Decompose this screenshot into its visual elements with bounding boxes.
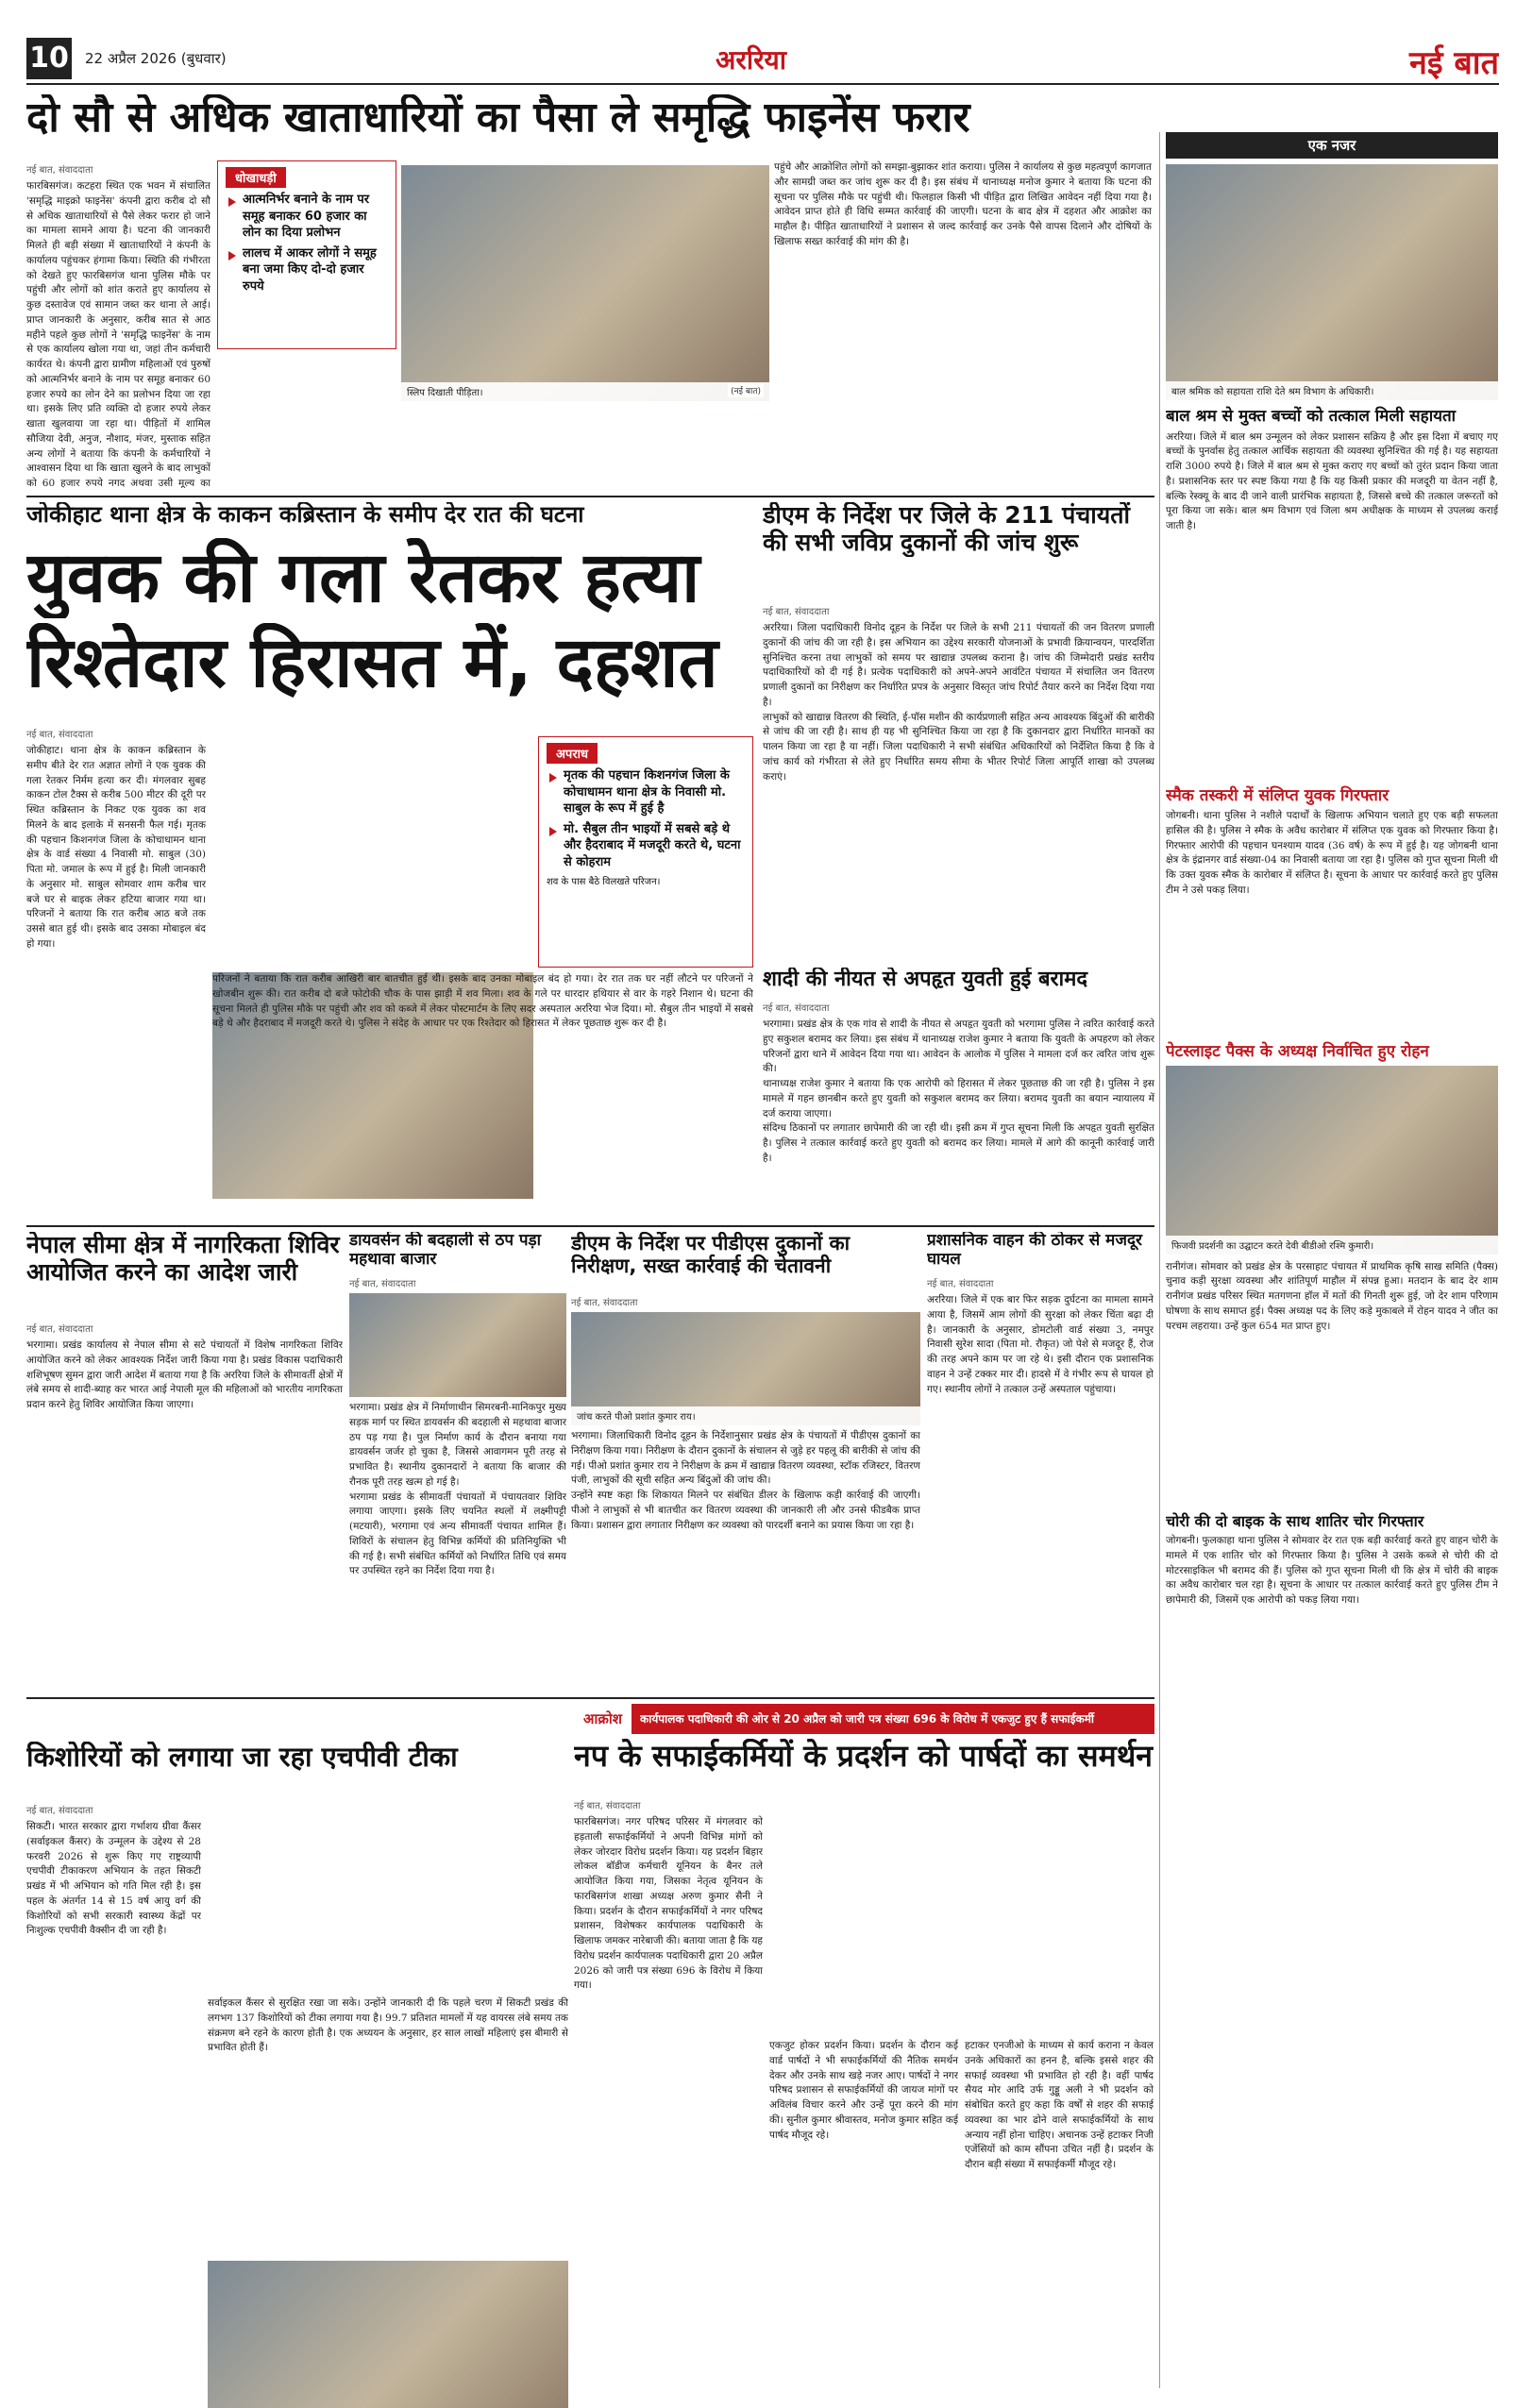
story4-body-2: थानाध्यक्ष राजेश कुमार ने बताया कि एक आरोपी को हिरासत में लेकर पूछताछ की जा रही है। पुलिस ने इस मामले में गहन छानबीन करते हुए युवती को सकुशल बरामद कर लिया। बरामद युवती का बयान न्यायालय में दर्ज कराया जाएगा। xyxy=(763,1078,1154,1120)
story1-body: फारबिसगंज। कटहरा स्थित एक भवन में संचालित 'समृद्धि माइक्रो फाइनेंस' कंपनी द्वारा करीब दो सौ से अधिक खाताधारियों से पैसे लेकर फरार हो जाने का मामला सामने आया है। घटना की जानकारी मिलते ही बड़ी संख्या में खाताधारियों ने कंपनी के कार्यालय पहुंचकर हंगामा किया। स्थिति की गंभीरता को देखते हुए फारबिसगंज थाना पुलिस मौके पर पहुंची और लोगों को शांत कराते हुए कार्यालय से कुछ दस्तावेज एवं सामान जब्त कर थाना ले आई। प्राप्त जानकारी के अनुसार, करीब सात से आठ महीने पहले कुछ लोगों ने 'समृद्धि फाइनेंस' के नाम से एक कार्यालय खोला गया था, जहां तीन कर्मचारी कार्यरत थे। कंपनी द्वारा ग्रामीण महिलाओं एवं पुरुषों को आत्मनिर्भर बनाने के नाम पर समूह बनाकर 60 हजार रुपये का लोन देने का प्रलोभन दिया जा रहा था। इसके लिए प्रति व्यक्ति दो हजार रुपये लेकर खाता खुलवाया जा रहा था। पीड़ितों में शामिल सौजिया देवी, अनुज, नौशाद, मंजर, मुस्ताक सहित अन्य लोगों ने बताया कि कंपनी के कर्मचारियों ने आश्वासन दिया था कि खाता खुलने के बाद लाभुकों को 60 हजार रुपये नगद अथवा उसी मूल्य का xyxy=(26,180,211,488)
story8-byline: नई बात, संवाददाता xyxy=(927,1279,994,1289)
story1-body-continued: पहुंचे और आक्रोशित लोगों को समझा-बुझाकर शांत कराया। पुलिस ने कार्यालय से कुछ महत्वपूर्ण कागजात और सामग्री जब्त कर जांच शुरू कर दी है। इस संबंध में थानाध्यक्ष मनोज कुमार ने बताया कि घटना की सूचना पर पुलिस मौके पर पहुंची थी। फिलहाल किसी भी पीड़ित द्वारा लिखित आवेदन नहीं दिया गया है। आवेदन प्राप्त होते ही विधि सम्मत कार्रवाई की जाएगी। घटना के बाद क्षेत्र में दहशत और आक्रोश का माहौल है। पीड़ित खाताधारियों ने प्रशासन से जल्द कार्रवाई कर उनके पैसे वापस दिलाने और दोषियों के खिलाफ सख्त कार्रवाई की मांग की है। xyxy=(774,161,1152,247)
story2-col-rest xyxy=(212,972,753,1218)
story2-headline-1: युवक की गला रेतकर हत्या xyxy=(26,538,700,618)
story7-photo-caption: जांच करते पीओ प्रशांत कुमार राय। xyxy=(571,1406,920,1425)
story7-body-continued: उन्होंने स्पष्ट कहा कि शिकायत मिलने पर संबंधित डीलर के खिलाफ कड़ी कार्रवाई की जाएगी। पीओ ने लाभुकों से भी बातचीत कर वितरण व्यवस्था की जानकारी ली और उनसे फीडबैक प्राप्त किया। प्रशासन द्वारा लगातार निरीक्षण कर व्यवस्था को पारदर्शी बनाने का प्रयास किया जा रहा है। xyxy=(571,1490,920,1531)
story6-body-block xyxy=(349,1276,566,1692)
story10-col2 xyxy=(769,2039,958,2383)
story3-body-block xyxy=(763,604,1154,963)
story10-kicker-bar xyxy=(574,1704,1154,1734)
story1-headline: दो सौ से अधिक खाताधारियों का पैसा ले समृद्धि फाइनेंस फरार xyxy=(26,94,970,142)
story1-byline: नई बात, संवाददाता xyxy=(26,165,93,176)
story1-photo-caption: स्लिप दिखाती पीड़िता। xyxy=(401,382,769,401)
story6-byline: नई बात, संवाददाता xyxy=(349,1279,416,1289)
divider xyxy=(26,496,1154,497)
story10-body-continued: एकजुट होकर प्रदर्शन किया। प्रदर्शन के दौरान कई वार्ड पार्षदों ने भी सफाईकर्मियों की नैतिक समर्थन देकर और उनके साथ खड़े नजर आए। पार्षदों ने नगर परिषद प्रशासन से सफाईकर्मियों की जायज मांगों पर अविलंब विचार करने और उन्हें पूरा करने की मांग की। सुनील कुमार श्रीवास्तव, मनोज कुमार सहित कई पार्षद मौजूद रहे। xyxy=(769,2040,958,2141)
story10-tag: आक्रोश xyxy=(574,1704,632,1734)
story2-sidebar-tag: अपराध xyxy=(547,743,598,764)
story5-body: भरगामा। प्रखंड कार्यालय से नेपाल सीमा से सटे पंचायतों में विशेष नागरिकता शिविर आयोजित करने को लेकर आवश्यक निर्देश जारी किया गया है। प्रखंड विकास पदाधिकारी शशिभूषण सुमन द्वारा जारी आदेश में बताया गया है कि अररिया जिले के सीमावर्ती क्षेत्रों में लंबे समय से शादी-ब्याह कर भारत आई नेपाली मूल की महिलाओं को भारतीय नागरिकता प्रदान करने हेतु शिविर आयोजित किया जाएगा। xyxy=(26,1339,343,1410)
story9-col-rest xyxy=(208,1996,568,2379)
story1-sidebar-tag: धोखाधड़ी xyxy=(226,167,286,188)
story7-body: भरगामा। जिलाधिकारी विनोद दूहन के निर्देशानुसार प्रखंड क्षेत्र के पंचायतों में पीडीएस दुकानों का निरीक्षण किया गया। निरीक्षण के दौरान दुकानों के संचालन से जुड़े हर पहलू की बारीकी से जांच की गई। पीओ प्रशांत कुमार राय ने निरीक्षण के क्रम में खाद्यान्न वितरण व्यवस्था, स्टॉक रजिस्टर, वितरण पंजी, लाभुकों की सूची सहित अन्य बिंदुओं की जांच की। xyxy=(571,1430,920,1487)
ek-nazar-text-2: जोगबनी। थाना पुलिस ने नशीले पदार्थों के खिलाफ अभियान चलाते हुए एक बड़ी सफलता हासिल की है। पुलिस ने स्मैक के अवैध कारोबार में संलिप्त एक युवक को गिरफ्तार किया है। गिरफ्तार आरोपी की पहचान घनश्याम यादव (36 वर्ष) के रूप में हुई है। यह जोगबनी थाना क्षेत्र के इंद्रानगर वार्ड संख्या-04 का निवासी बताया जा रहा है। पुलिस को गुप्त सूचना मिली थी कि उक्त युवक स्मैक के कारोबार में संलिप्त है। सूचना के आधार पर कार्रवाई करते हुए पुलिस टीम ने उसे पकड़ लिया। xyxy=(1166,810,1498,896)
story1-col1 xyxy=(26,162,211,488)
story7-headline: डीएम के निर्देश पर पीडीएस दुकानों का निरीक्षण, सख्त कार्रवाई की चेतावनी xyxy=(571,1232,851,1278)
story2-col1 xyxy=(26,727,206,1218)
story9-body-continued: सर्वाइकल कैंसर से सुरक्षित रखा जा सके। उन्होंने जानकारी दी कि पहले चरण में सिकटी प्रखंड की लगभग 137 किशोरियों को टीका लगाया गया है। 99.7 प्रतिशत मामलों में यह वायरस लंबे समय तक संक्रमण बने रहने के कारण होती है। एक अध्ययन के अनुसार, हर साल लाखों महिलाएं इस बीमारी से प्रभावित होती हैं। xyxy=(208,1997,568,2054)
ek-nazar-text-4: जोगबनी। फुलकाहा थाना पुलिस ने सोमवार देर रात एक बड़ी कार्रवाई करते हुए वाहन चोरी के मामले में एक शातिर चोर को गिरफ्तार किया है। पुलिस ने उसके कब्जे से चोरी की दो मोटरसाइकिल भी बरामद की हैं। पुलिस को गुप्त सूचना मिली थी कि क्षेत्र में चोरी की बाइक का अवैध कारोबार चल रहा है। सूचना के आधार पर तत्काल कार्रवाई करते हुए पुलिस टीम ने छापेमारी की, जिसमें एक आरोपी को पकड़ लिया गया। xyxy=(1166,1535,1498,1607)
story2-body: जोकीहाट। थाना क्षेत्र के काकन कब्रिस्तान के समीप बीते देर रात अज्ञात लोगों ने एक युवक की गला रेतकर निर्मम हत्या कर दी। मंगलवार सुबह काकन टोल टैक्स से करीब 500 मीटर की दूरी पर स्थित कब्रिस्तान के निकट एक युवक का शव मिलने के बाद इलाके में सनसनी फैल गई। मृतक की पहचान किशनगंज जिला के कोचाधामन थाना क्षेत्र के वार्ड संख्या 4 निवासी मो. साबुल (30) पिता मो. जमाल के रूप में हुई है। मिली जानकारी के अनुसार मो. साबुल सोमवार शाम करीब चार बजे घर से बाइक लेकर हटिया बाजार गया था। परिजनों ने बताया कि रात करीब आठ बजे तक उससे बात हुई थी। इसके बाद उसका मोबाइल बंद हो गया। xyxy=(26,745,206,950)
page-header xyxy=(26,38,1499,85)
story2-headline-2: रिश्तेदार हिरासत में, दहशत xyxy=(26,623,718,703)
story7-photo xyxy=(571,1312,920,1425)
story9-byline: नई बात, संवाददाता xyxy=(26,1806,93,1816)
divider xyxy=(26,1697,1154,1699)
story6-photo xyxy=(349,1293,566,1397)
story9-col1 xyxy=(26,1803,201,2379)
story6-body: भरगामा। प्रखंड क्षेत्र में निर्माणाधीन सिमरबनी-मानिकपुर मुख्य सड़क मार्ग पर स्थित डायवर्सन की बदहाली से महथावा बाजार ठप पड़ गया है। पुल निर्माण कार्य के दौरान बनाया गया डायवर्सन जर्जर हो चुका है, जिससे आवागमन पूरी तरह से प्रभावित है। स्थानीय दुकानदारों ने बताया कि बाजार की रौनक पूरी तरह खत्म हो गई है। xyxy=(349,1402,566,1488)
story2-point-1: मृतक की पहचान किशनगंज जिला के कोचाधामन थाना क्षेत्र के निवासी मो. साबुल के रूप में हुई है xyxy=(547,767,745,817)
ek-nazar-column xyxy=(1166,132,1498,2393)
section-name: अररिया xyxy=(716,44,787,76)
story1-photo-credit: (नई बात) xyxy=(728,383,764,397)
story8-headline: प्रशासनिक वाहन की ठोकर से मजदूर घायल xyxy=(927,1232,1142,1269)
story7-byline: नई बात, संवाददाता xyxy=(571,1298,638,1308)
story8-body-block xyxy=(927,1276,1154,1692)
story5-headline: नेपाल सीमा क्षेत्र में नागरिकता शिविर आयोजित करने का आदेश जारी xyxy=(26,1232,340,1286)
story8-body: अररिया। जिले में एक बार फिर सड़क दुर्घटना का मामला सामने आया है, जिसमें आम लोगों की सुरक्षा को लेकर चिंता बढ़ा दी है। जानकारी के अनुसार, डोमटोली वार्ड संख्या 3, नमपुर निवासी सुरेश सादा (पिता मो. रौकृत) जो पेशे से मजदूर हैं, रोज की तरह अपने काम पर जा रहे थे। इसी दौरान एक प्रशासनिक वाहन ने उन्हें टक्कर मार दी। हादसे में वे गंभीर रूप से घायल हो गए। स्थानीय लोगों ने तत्काल उन्हें अस्पताल पहुंचाया। xyxy=(927,1294,1154,1395)
story1-col-rest xyxy=(774,160,1152,486)
story3-body-continued: लाभुकों को खाद्यान्न वितरण की स्थिति, ई-पॉस मशीन की कार्यप्रणाली सहित अन्य आवश्यक बिंदुओं की बारीकी से जांच की जा रही है। साथ ही यह भी सुनिश्चित किया जा रहा है कि दुकानदार द्वारा निर्धारित मानकों का पालन किया जा रहा है या नहीं। जिला पदाधिकारी ने सभी संबंधित अधिकारियों को निर्देशित किया है कि वे जांच कार्य को गंभीरता से लेते हुए निर्धारित समय सीमा के भीतर रिपोर्ट जिला आपूर्ति शाखा को उपलब्ध कराएं। xyxy=(763,711,1154,783)
story2-kicker: जोकीहाट थाना क्षेत्र के काकन कब्रिस्तान के समीप देर रात की घटना xyxy=(26,502,584,528)
story2-byline: नई बात, संवाददाता xyxy=(26,730,93,740)
issue-date: 22 अप्रैल 2026 (बुधवार) xyxy=(85,50,227,67)
ek-nazar-text-3: रानीगंज। सोमवार को प्रखंड क्षेत्र के परसाहाट पंचायत में प्राथमिक कृषि साख समिति (पैक्स) चुनाव कड़ी सुरक्षा व्यवस्था और शांतिपूर्ण माहौल में संपन्न हुआ। मतदान के बाद देर शाम रानीगंज प्रखंड परिसर स्थित मतगणना हॉल में मतों की गिनती शुरू हुई, जो देर शाम परिणाम घोषणा के साथ समाप्त हुई। पैक्स अध्यक्ष पद के लिए कड़े मुकाबले में रोहन यादव ने जीत का परचम लहराया। उन्हें कुल 654 मत प्राप्त हुए। xyxy=(1166,1260,1498,1332)
story10-body: फारबिसगंज। नगर परिषद परिसर में मंगलवार को हड़ताली सफाईकर्मियों ने अपनी विभिन्न मांगों को लेकर जोरदार विरोध प्रदर्शन किया। यह प्रदर्शन बिहार लोकल बॉडीज कर्मचारी यूनियन के बैनर तले आयोजित किया गया, जिसका नेतृत्व यूनियन के फारबिसगंज शाखा अध्यक्ष अरुण कुमार सैनी ने किया। प्रदर्शन के दौरान सफाईकर्मियों ने नगर परिषद प्रशासन, विशेषकर कार्यपालक पदाधिकारी के खिलाफ जमकर नारेबाजी की। बताया जाता है कि यह विरोध प्रदर्शन कार्यपालक पदाधिकारी द्वारा 20 अप्रैल 2026 को जारी पत्र संख्या 696 के विरोध में किया गया। xyxy=(574,1816,763,1992)
story2-photo-caption: शव के पास बैठे विलखते परिजन। xyxy=(547,877,661,888)
story5-body-continued: भरगामा प्रखंड के सीमावर्ती पंचायतों में पंचायतवार शिविर लगाया जाएगा। इसके लिए चयनित स्थलों में लक्ष्मीपट्टी (मटयारी), भरगामा एवं अन्य सीमावर्ती पंचायत शामिल हैं। शिविरों के संचालन हेतु विभिन्न कर्मियों की प्रतिनियुक्ति भी की गई है। सभी संबंधित कर्मियों को निर्धारित तिथि एवं समय पर उपस्थित रहने का निर्देश दिया गया है। xyxy=(349,1490,566,1577)
ek-nazar-tag: एक नजर xyxy=(1166,132,1498,159)
story1-point-2: लालच में आकर लोगों ने समूह बना जमा किए दो-दो हजार रुपये xyxy=(226,245,388,295)
ek-nazar-headline-4: चोरी की दो बाइक के साथ शातिर चोर गिरफ्तार xyxy=(1166,1511,1424,1530)
story4-headline: शादी की नीयत से अपहृत युवती हुई बरामद xyxy=(763,968,1088,991)
story10-col1 xyxy=(574,1798,763,2383)
ek-nazar-photo-1-caption: बाल श्रमिक को सहायता राशि देते श्रम विभाग के अधिकारी। xyxy=(1166,381,1498,400)
ek-nazar-headline-3: पेटस्लाइट पैक्स के अध्यक्ष निर्वाचित हुए रोहन xyxy=(1166,1042,1429,1062)
story2-body-continued: परिजनों ने बताया कि रात करीब आखिरी बार बातचीत हुई थी। इसके बाद उनका मोबाइल बंद हो गया। देर रात तक घर नहीं लौटने पर परिजनों ने खोजबीन शुरू की। रात करीब दो बजे फोटोकी चौक के पास झाड़ी में शव मिला। शव के गले पर धारदार हथियार से वार के गहरे निशान थे। घटना की सूचना मिलते ही पुलिस मौके पर पहुंची और शव को कब्जे में लेकर पोस्टमार्टम के लिए सदर अस्पताल अररिया भेज दिया। मो. सैबुल तीन भाइयों में सबसे बड़े थे और हैदराबाद में मजदूरी करते थे। पुलिस ने संदेह के आधार पर एक रिश्तेदार को हिरासत में लेकर पूछताछ शुरू कर दी है। xyxy=(212,973,753,1030)
story5-byline: नई बात, संवाददाता xyxy=(26,1324,93,1335)
divider xyxy=(26,1225,1154,1227)
story10-kicker: कार्यपालक पदाधिकारी की ओर से 20 अप्रैल को जारी पत्र संख्या 696 के विरोध में एकजुट हुए हैं सफाईकर्मी xyxy=(640,1712,1094,1726)
ek-nazar-photo-2-caption: फिजवी प्रदर्शनी का उद्घाटन करते देवी बीडीओ रश्मि कुमारी। xyxy=(1166,1236,1498,1255)
story10-col3 xyxy=(965,2039,1154,2383)
ek-nazar-headline-2: स्मैक तस्करी में संलिप्त युवक गिरफ्तार xyxy=(1166,785,1390,805)
story2-sidebar xyxy=(538,736,753,968)
ek-nazar-photo-1 xyxy=(1166,164,1498,400)
ek-nazar-text-1: अररिया। जिले में बाल श्रम उन्मूलन को लेकर प्रशासन सक्रिय है और इस दिशा में बचाए गए बच्चों के पुनर्वास हेतु तत्काल आर्थिक सहायता की व्यवस्था सुनिश्चित की गई है। यह सहायता राशि 3000 रुपये है। जिले में बाल श्रम से मुक्त कराए गए बच्चों को तुरंत प्रदान किया जाता है। प्रशासनिक स्तर पर स्पष्ट किया गया है कि यह किसी प्रकार की मजदूरी या वेतन नहीं है, बल्कि रेस्क्यू के बाद दी जाने वाली प्रारंभिक सहायता है, जिससे बच्चे की तत्काल जरूरतों को पूरा किया जा सके। बाल श्रम विभाग एवं जिला श्रम अधीक्षक के माध्यम से उपलब्ध कराई जाती है। xyxy=(1166,430,1498,532)
column-divider xyxy=(1159,132,1160,2388)
story3-body: अररिया। जिला पदाधिकारी विनोद दूहन के निर्देश पर जिले के सभी 211 पंचायतों की जन वितरण प्रणाली दुकानों की जांच की जा रही है। इस अभियान का उद्देश्य सरकारी योजनाओं के प्रभावी क्रियान्वयन, पारदर्शिता सुनिश्चित करना तथा लाभुकों को समय पर खाद्यान्न उपलब्ध कराना है। जांच की जिम्मेदारी प्रखंड स्तरीय पदाधिकारियों को दी गई है। प्रत्येक पदाधिकारी को अपने-अपने आवंटित पंचायत में संचालित जन वितरण प्रणाली दुकानों का निरीक्षण कर निर्धारित प्रपत्र के अनुसार विस्तृत जांच रिपोर्ट तैयार करने का निर्देश दिया गया है। xyxy=(763,622,1154,708)
story4-body-block xyxy=(763,1001,1154,1218)
story10-body-3: हटाकर एनजीओ के माध्यम से कार्य कराना न केवल उनके अधिकारों का हनन है, बल्कि इससे शहर की सफाई व्यवस्था भी प्रभावित हो रही है। वहीं पार्षद सैयद मोर आदि उर्फ गुड्डू अली ने भी प्रदर्शन को संबोधित करते हुए कहा कि वर्षों से शहर की सफाई व्यवस्था का भार ढोने वाले सफाईकर्मियों के साथ अन्याय नहीं होना चाहिए। अचानक उन्हें हटाकर निजी एजेंसियों को काम सौंपना उचित नहीं है। प्रदर्शन के दौरान बड़ी संख्या में सफाईकर्मी मौजूद रहे। xyxy=(965,2040,1154,2170)
story3-headline: डीएम के निर्देश पर जिले के 211 पंचायतों की सभी जविप्र दुकानों की जांच शुरू xyxy=(763,502,1130,556)
story7-body-block xyxy=(571,1295,920,1692)
story9-body: सिकटी। भारत सरकार द्वारा गर्भाशय ग्रीवा कैंसर (सर्वाइकल कैंसर) के उन्मूलन के उद्देश्य से 28 फरवरी 2026 से शुरू किए गए राष्ट्रव्यापी एचपीवी टीकाकरण अभियान के तहत सिकटी प्रखंड में भी अभियान को गति मिल रही है। इस पहल के अंतर्गत 14 से 15 वर्ष आयु वर्ग की किशोरियों को सभी सरकारी स्वास्थ्य केंद्रों पर निःशुल्क एचपीवी वैक्सीन दी जा रही है। xyxy=(26,1821,201,1937)
story3-byline: नई बात, संवाददाता xyxy=(763,607,830,617)
story4-byline: नई बात, संवाददाता xyxy=(763,1003,830,1014)
page-number: 10 xyxy=(26,38,72,79)
story1-photo xyxy=(401,165,769,401)
ek-nazar-photo-2 xyxy=(1166,1066,1498,1255)
story9-headline: किशोरियों को लगाया जा रहा एचपीवी टीका xyxy=(26,1742,458,1773)
story4-body: भरगामा। प्रखंड क्षेत्र के एक गांव से शादी के नीयत से अपहृत युवती को भरगामा पुलिस ने त्वरित कार्रवाई करते हुए सकुशल बरामद कर लिया। इस संबंध में थानाध्यक्ष राजेश कुमार ने बताया कि युवती के अपहरण को लेकर परिजनों द्वारा थाने में आवेदन दिया गया था। आवेदन के आलोक में पुलिस ने मामला दर्ज कर त्वरित जांच शुरू की। xyxy=(763,1019,1154,1075)
masthead-logo: नई बात xyxy=(1408,44,1499,82)
story1-sidebar xyxy=(217,160,396,349)
story1-point-1: आत्मनिर्भर बनाने के नाम पर समूह बनाकर 60 हजार का लोन का दिया प्रलोभन xyxy=(226,192,388,242)
story2-point-2: मो. सैबुल तीन भाइयों में सबसे बड़े थे और हैदराबाद में मजदूरी करते थे, घटना से कोहराम xyxy=(547,821,745,871)
story5-body-block xyxy=(26,1322,343,1690)
story4-body-3: संदिग्ध ठिकानों पर लगातार छापेमारी की जा रही थी। इसी क्रम में गुप्त सूचना मिली कि अपहृत युवती सुरक्षित है। पुलिस ने तत्काल कार्रवाई करते हुए युवती को बरामद कर लिया। मामले में आगे की कानूनी कार्रवाई जारी है। xyxy=(763,1122,1154,1164)
story10-headline: नप के सफाईकर्मियों के प्रदर्शन को पार्षदों का समर्थन xyxy=(574,1739,1154,1774)
story10-byline: नई बात, संवाददाता xyxy=(574,1801,641,1811)
story6-headline: डायवर्सन की बदहाली से ठप पड़ा महथावा बाजार xyxy=(349,1232,542,1269)
ek-nazar-headline-1: बाल श्रम से मुक्त बच्चों को तत्काल मिली सहायता xyxy=(1166,407,1457,426)
